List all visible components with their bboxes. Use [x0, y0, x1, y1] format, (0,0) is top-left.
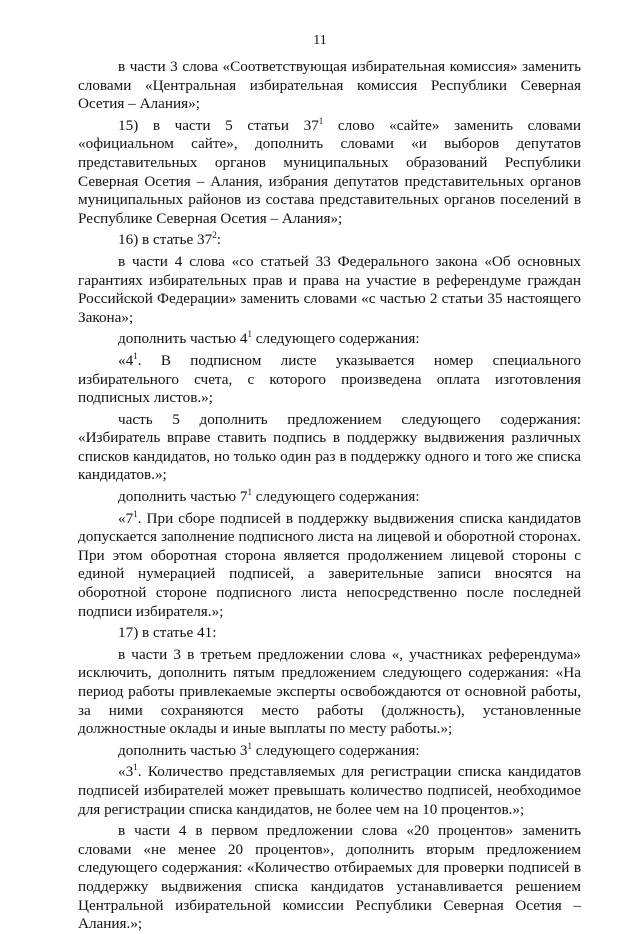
paragraph [78, 763, 581, 819]
document-body [78, 58, 581, 934]
superscript: 1 [133, 350, 138, 361]
paragraph [78, 624, 581, 643]
superscript: 1 [247, 740, 252, 751]
text-segment: : [216, 231, 221, 249]
text-segment: . В подписном листе указывается номер специального избирательного счета, с которого произведена оплата изготовления подписных листов.»; [78, 351, 581, 407]
paragraph [78, 117, 581, 229]
paragraph [78, 646, 581, 739]
superscript: 1 [247, 329, 252, 340]
paragraph [78, 330, 581, 349]
text-segment: 15) в части 5 статьи 37 [118, 116, 319, 134]
superscript: 2 [212, 230, 217, 241]
superscript: 1 [247, 487, 252, 498]
paragraph [78, 488, 581, 507]
paragraph [78, 58, 581, 114]
paragraph [78, 352, 581, 408]
text-segment: . Количество представляемых для регистрации списка кандидатов подписей избирателей может превышать количество подписей, необходимое для регистрации списка кандидатов, не более чем на 10 процентов.»; [78, 763, 581, 818]
superscript: 1 [318, 115, 324, 126]
text-segment: дополнить частью 3 [118, 741, 248, 759]
text-segment: слово «сайте» заменить словами «официальном сайте», дополнить словами «и выборов депутатов представительных органов муниципальных образований Республики Северная Осетия – Алания, избрания депутатов представительных органов муниципальных районов из состава представительных органов поселений в Республике Северная Осетия – Алания»; [78, 116, 581, 227]
paragraph [78, 411, 581, 485]
text-segment: в части 3 в третьем предложении слова «, участниках референдума» исключить, дополнить пятым предложением следующего содержания: «На период работы привлекаемые эксперты освобождаются от основной работы, за ними сохраняются место работы (должность), установленные должностные оклады и иные выплаты по месту работы.»; [78, 645, 581, 738]
text-segment: «4 [118, 351, 134, 369]
paragraph [78, 742, 581, 761]
text-segment: 16) в статье 37 [118, 231, 213, 249]
text-segment: следующего содержания: [251, 330, 420, 348]
paragraph [78, 822, 581, 934]
paragraph [78, 231, 581, 250]
text-segment: . При сборе подписей в поддержку выдвижения списка кандидатов допускается заполнение подписного листа на лицевой и оборотной сторонах. При этом оборотная сторона является продолжением лицевой стороны с единой нумерацией подписей, а заверительные записи вносятся на оборотной стороне подписного листа непосредственно после последней подписи избирателя.»; [78, 509, 581, 620]
text-segment: следующего содержания: [251, 741, 420, 759]
text-segment: в части 3 слова «Соответствующая избирательная комиссия» заменить словами «Центральная избирательная комиссия Республики Северная Осетия – Алания»; [78, 58, 581, 113]
text-segment: в части 4 слова «со статьей 33 Федерального закона «Об основных гарантиях избирательных прав и права на участие в референдуме граждан Российской Федерации» заменить словами «с частью 2 статьи 35 настоящего Закона»; [78, 252, 581, 326]
text-segment: следующего содержания: [251, 488, 420, 506]
superscript: 1 [133, 762, 138, 773]
page-number: 11 [313, 33, 327, 48]
text-segment: дополнить частью 4 [118, 330, 248, 348]
text-segment: «7 [118, 509, 134, 527]
paragraph [78, 253, 581, 327]
text-segment: 17) в статье 41: [118, 624, 217, 642]
text-segment: в части 4 в первом предложении слова «20 процентов» заменить словами «не менее 20 процентов», дополнить вторым предложением следующего содержания: «Количество отбираемых для проверки подписей в поддержку выдвижения списка кандидатов устанавливается решением Центральной избирательной комиссии Республики Северная Осетия – Алания.»; [78, 822, 581, 933]
text-segment: часть 5 дополнить предложением следующего содержания: «Избиратель вправе ставить подпись в поддержку выдвижения различных списков кандидатов, но только один раз в поддержку одного и того же списка кандидатов.»; [78, 410, 581, 484]
text-segment: дополнить частью 7 [118, 488, 248, 506]
paragraph [78, 510, 581, 622]
superscript: 1 [133, 508, 138, 519]
text-segment: «3 [118, 763, 134, 781]
